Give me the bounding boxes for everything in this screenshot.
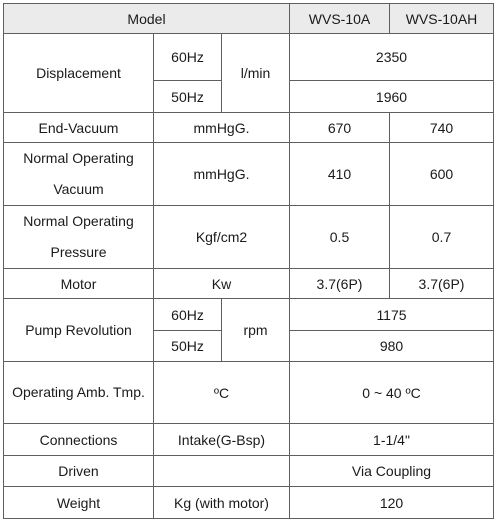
driven-value: Via Coupling — [290, 456, 494, 487]
motor-value-b: 3.7(6P) — [390, 269, 494, 299]
connections-value: 1-1/4" — [290, 424, 494, 456]
pump-revolution-freq-60hz: 60Hz — [154, 299, 222, 331]
normal-pressure-label: Normal Operating Pressure — [4, 206, 154, 269]
motor-row — [4, 269, 494, 299]
end-vacuum-row — [4, 113, 494, 143]
weight-row — [4, 487, 494, 519]
pump-revolution-row-60hz — [4, 299, 494, 331]
normal-pressure-unit: Kgf/cm2 — [154, 206, 290, 269]
driven-label: Driven — [4, 456, 154, 487]
weight-unit: Kg (with motor) — [154, 487, 290, 519]
model-wvs-10ah-header: WVS-10AH — [390, 4, 494, 34]
pump-revolution-value-60hz: 1175 — [290, 299, 494, 331]
displacement-freq-60hz: 60Hz — [154, 34, 222, 81]
displacement-freq-50hz: 50Hz — [154, 81, 222, 113]
connections-unit: Intake(G-Bsp) — [154, 424, 290, 456]
normal-vacuum-value-a: 410 — [290, 143, 390, 206]
pump-revolution-label: Pump Revolution — [4, 299, 154, 362]
driven-unit — [154, 456, 290, 487]
normal-vacuum-value-b: 600 — [390, 143, 494, 206]
operating-temp-value: 0 ~ 40 ºC — [290, 362, 494, 424]
displacement-row-60hz — [4, 34, 494, 81]
operating-temp-row — [4, 362, 494, 424]
weight-value: 120 — [290, 487, 494, 519]
end-vacuum-label: End-Vacuum — [4, 113, 154, 143]
end-vacuum-unit: mmHgG. — [154, 113, 290, 143]
normal-pressure-row — [4, 206, 494, 269]
displacement-value-50hz: 1960 — [290, 81, 494, 113]
spec-table — [3, 3, 494, 519]
driven-row — [4, 456, 494, 487]
normal-vacuum-label: Normal Operating Vacuum — [4, 143, 154, 206]
model-wvs-10a-header: WVS-10A — [290, 4, 390, 34]
motor-label: Motor — [4, 269, 154, 299]
connections-label: Connections — [4, 424, 154, 456]
weight-label: Weight — [4, 487, 154, 519]
motor-unit: Kw — [154, 269, 290, 299]
pump-revolution-freq-50hz: 50Hz — [154, 331, 222, 362]
operating-temp-unit: ºC — [154, 362, 290, 424]
displacement-label: Displacement — [4, 34, 154, 113]
operating-temp-label: Operating Amb. Tmp. — [4, 362, 154, 424]
header-row — [4, 4, 494, 34]
model-header: Model — [4, 4, 290, 34]
normal-pressure-value-b: 0.7 — [390, 206, 494, 269]
displacement-unit: l/min — [222, 34, 290, 113]
end-vacuum-value-a: 670 — [290, 113, 390, 143]
normal-vacuum-unit: mmHgG. — [154, 143, 290, 206]
motor-value-a: 3.7(6P) — [290, 269, 390, 299]
end-vacuum-value-b: 740 — [390, 113, 494, 143]
pump-revolution-value-50hz: 980 — [290, 331, 494, 362]
pump-revolution-unit: rpm — [222, 299, 290, 362]
normal-vacuum-row — [4, 143, 494, 206]
connections-row — [4, 424, 494, 456]
displacement-value-60hz: 2350 — [290, 34, 494, 81]
normal-pressure-value-a: 0.5 — [290, 206, 390, 269]
